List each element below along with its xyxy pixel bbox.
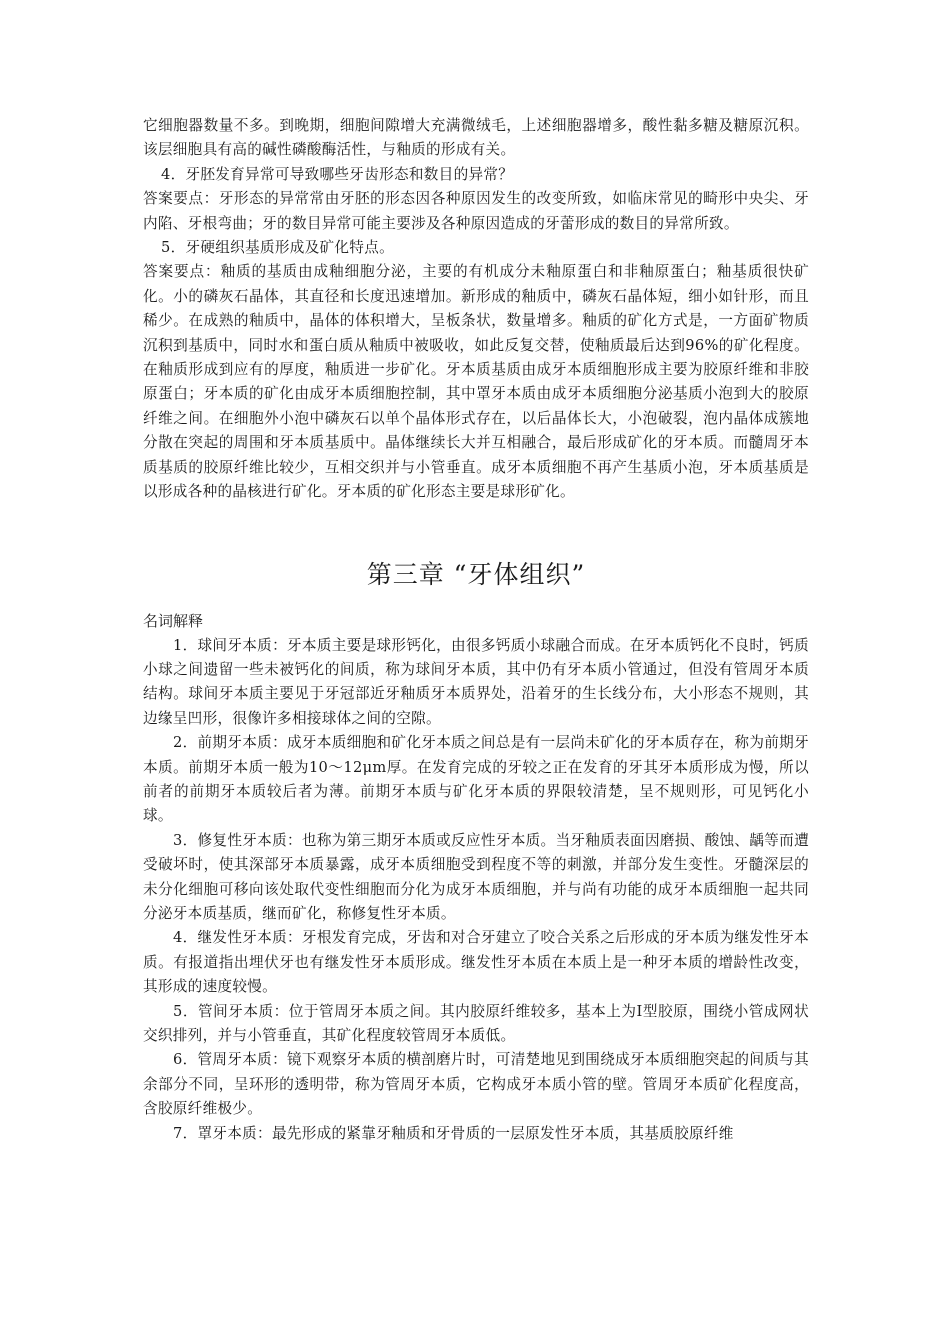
term-definition: 6．管周牙本质：镜下观察牙本质的横剖磨片时，可清楚地见到围绕成牙本质细胞突起的间质与其余部分不同，呈环形的透明带，称为管周牙本质，它构成牙本质小管的壁。管周牙本质矿化程度高，含胶原纤维极少。 bbox=[143, 1051, 809, 1118]
term-definition: 3．修复性牙本质：也称为第三期牙本质或反应性牙本质。当牙釉质表面因磨损、酸蚀、龋等而遭受破坏时，使其深部牙本质暴露，成牙本质细胞受到程度不等的刺激，并部分发生变性。牙髓深层的未分化细胞可移向该处取代变性细胞而分化为成牙本质细胞，并与尚有功能的成牙本质细胞一起共同分泌牙本质基质，继而矿化，称修复性牙本质。 bbox=[143, 831, 809, 922]
document-page bbox=[143, 114, 809, 1146]
paragraph-continuation: 它细胞器数量不多。到晚期，细胞间隙增大充满微绒毛，上述细胞器增多，酸性黏多糖及糖原沉积。该层细胞具有高的碱性磷酸酶活性，与釉质的形成有关。 bbox=[143, 117, 809, 159]
answer-5: 答案要点：釉质的基质由成釉细胞分泌，主要的有机成分未釉原蛋白和非釉原蛋白；釉基质很快矿化。小的磷灰石晶体，其直径和长度迅速增加。新形成的釉质中，磷灰石晶体短，细小如针形，而且稀少。在成熟的釉质中，晶体的体积增大，呈板条状，数量增多。釉质的矿化方式是，一方面矿物质沉积到基质中，同时水和蛋白质从釉质中被吸收，如此反复交替，使釉质最后达到96%的矿化程度。在釉质形成到应有的厚度，釉质进一步矿化。牙本质基质由成牙本质细胞形成主要为胶原纤维和非胶原蛋白；牙本质的矿化由成牙本质细胞控制，其中罩牙本质由成牙本质细胞分泌基质小泡到大的胶原纤维之间。在细胞外小泡中磷灰石以单个晶体形式存在，以后晶体长大，小泡破裂，泡内晶体成簇地分散在突起的周围和牙本质基质中。晶体继续长大并互相融合，最后形成矿化的牙本质。而髓周牙本质基质的胶原纤维比较少，互相交织并与小管垂直。成牙本质细胞不再产生基质小泡，牙本质基质是以形成各种的晶核进行矿化。牙本质的矿化形态主要是球形矿化。 bbox=[143, 263, 809, 501]
term-definition: 4．继发性牙本质：牙根发育完成，牙齿和对合牙建立了咬合关系之后形成的牙本质为继发性牙本质。有报道指出埋伏牙也有继发性牙本质形成。继发性牙本质在本质上是一种牙本质的增龄性改变，其形成的速度较慢。 bbox=[143, 929, 809, 996]
question-4: 4．牙胚发育异常可导致哪些牙齿形态和数目的异常？ bbox=[161, 165, 514, 183]
chapter-title: 第三章 “牙体组织” bbox=[366, 559, 586, 589]
term-definition: 2．前期牙本质：成牙本质细胞和矿化牙本质之间总是有一层尚未矿化的牙本质存在，称为前期牙本质。前期牙本质一般为10～12μm厚。在发育完成的牙较之正在发育的牙其牙本质形成为慢，所以前者的前期牙本质较后者为薄。前期牙本质与矿化牙本质的界限较清楚，呈不规则形，可见钙化小球。 bbox=[143, 734, 809, 825]
answer-4: 答案要点：牙形态的异常常由牙胚的形态因各种原因发生的改变所致，如临床常见的畸形中央尖、牙内陷、牙根弯曲；牙的数目异常可能主要涉及各种原因造成的牙蕾形成的数目的异常所致。 bbox=[143, 190, 809, 232]
term-definition: 7．罩牙本质：最先形成的紧靠牙釉质和牙骨质的一层原发性牙本质，其基质胶原纤维 bbox=[173, 1124, 734, 1142]
term-definition: 1．球间牙本质：牙本质主要是球形钙化，由很多钙质小球融合而成。在牙本质钙化不良时，钙质小球之间遗留一些未被钙化的间质，称为球间牙本质，其中仍有牙本质小管通过，但没有管周牙本质结构。球间牙本质主要见于牙冠部近牙釉质牙本质界处，沿着牙的生长线分布，大小形态不规则，其边缘呈凹形，很像许多相接球体之间的空隙。 bbox=[143, 636, 809, 727]
question-5: 5．牙硬组织基质形成及矿化特点。 bbox=[161, 239, 394, 257]
section-heading: 名词解释 bbox=[143, 611, 204, 630]
term-definition: 5．管间牙本质：位于管周牙本质之间。其内胶原纤维较多，基本上为Ⅰ型胶原，围绕小管成网状交织排列，并与小管垂直，其矿化程度较管周牙本质低。 bbox=[143, 1002, 809, 1044]
